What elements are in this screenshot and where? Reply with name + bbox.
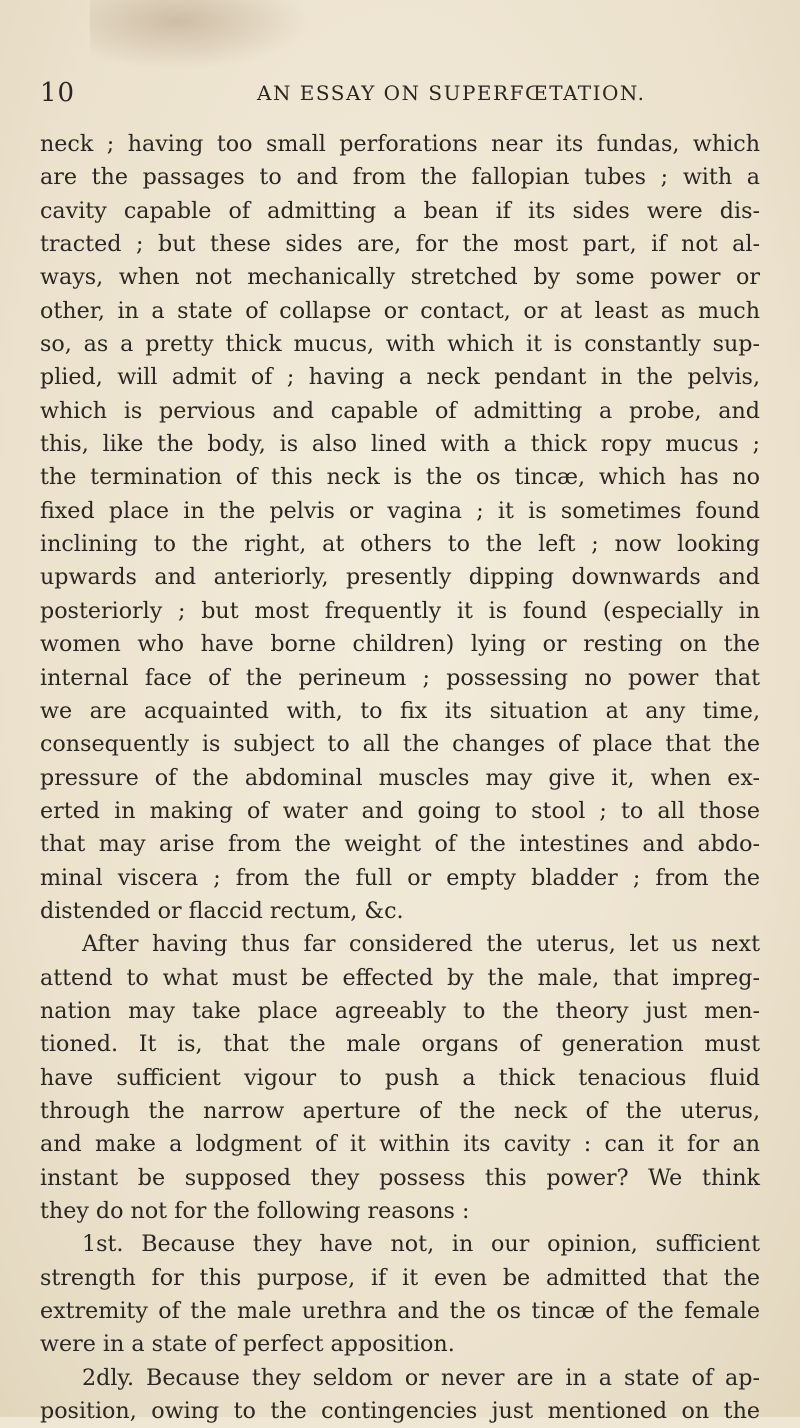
text-line: are the passages to and from the fallopian tubes ; with a (40, 164, 760, 191)
text-line: extremity of the male urethra and the os tincæ of the female (40, 1298, 760, 1325)
body-text (40, 128, 760, 1428)
text-line: plied, will admit of ; having a neck pendant in the pelvis, (40, 364, 760, 391)
text-line: the termination of this neck is the os tincæ, which has no (40, 464, 760, 491)
text-line: consequently is subject to all the changes of place that the (40, 731, 760, 758)
page-header (40, 78, 760, 114)
text-line: attend to what must be effected by the male, that impreg- (40, 964, 760, 991)
text-line: so, as a pretty thick mucus, with which it is constantly sup- (40, 331, 760, 358)
text-line: nation may take place agreeably to the theory just men- (40, 997, 760, 1024)
text-line: internal face of the perineum ; possessing no power that (40, 664, 760, 691)
text-line: through the narrow aperture of the neck of the uterus, (40, 1097, 760, 1124)
text-line: strength for this purpose, if it even be admitted that the (40, 1264, 760, 1291)
text-line: upwards and anteriorly, presently dipping downwards and (40, 564, 760, 591)
running-title: AN ESSAY ON SUPERFŒTATION. (257, 81, 646, 105)
text-line: distended or flaccid rectum, &c. (40, 897, 404, 924)
text-line: other, in a state of collapse or contact, or at least as much (40, 297, 760, 324)
text-line: 2dly. Because they seldom or never are in a state of ap- (82, 1364, 760, 1391)
text-line: fixed place in the pelvis or vagina ; it is sometimes found (40, 497, 760, 524)
text-line: pressure of the abdominal muscles may give it, when ex- (40, 764, 760, 791)
text-line: we are acquainted with, to fix its situation at any time, (40, 697, 760, 724)
text-line: that may arise from the weight of the intestines and abdo- (40, 831, 760, 858)
text-line: neck ; having too small perforations near its fundas, which (40, 131, 760, 157)
page-number: 10 (40, 78, 76, 108)
paper-stain (90, 0, 310, 70)
text-line: this, like the body, is also lined with a thick ropy mucus ; (40, 431, 760, 458)
text-line: have sufficient vigour to push a thick tenacious fluid (40, 1064, 760, 1091)
text-line: erted in making of water and going to stool ; to all those (40, 797, 760, 824)
text-line: inclining to the right, at others to the left ; now looking (40, 531, 760, 558)
text-line: 1st. Because they have not, in our opinion, sufficient (82, 1231, 760, 1258)
text-line: ways, when not mechanically stretched by some power or (40, 264, 760, 291)
text-line: they do not for the following reasons : (40, 1198, 470, 1224)
text-line: position, owing to the contingencies just mentioned on the (40, 1398, 760, 1425)
text-line: women who have borne children) lying or resting on the (40, 631, 760, 658)
text-line: tracted ; but these sides are, for the most part, if not al- (40, 231, 760, 258)
text-line: which is pervious and capable of admitting a probe, and (40, 397, 760, 424)
text-line: minal viscera ; from the full or empty bladder ; from the (40, 864, 760, 891)
text-line: instant be supposed they possess this power? We think (40, 1164, 760, 1191)
text-line: After having thus far considered the uterus, let us next (82, 931, 760, 958)
text-line: posteriorly ; but most frequently it is found (especially in (40, 597, 760, 624)
text-line: cavity capable of admitting a bean if its sides were dis- (40, 197, 760, 224)
text-line: and make a lodgment of it within its cavity : can it for an (40, 1131, 760, 1158)
text-line: tioned. It is, that the male organs of generation must (40, 1031, 760, 1058)
text-line: were in a state of perfect apposition. (40, 1331, 455, 1358)
